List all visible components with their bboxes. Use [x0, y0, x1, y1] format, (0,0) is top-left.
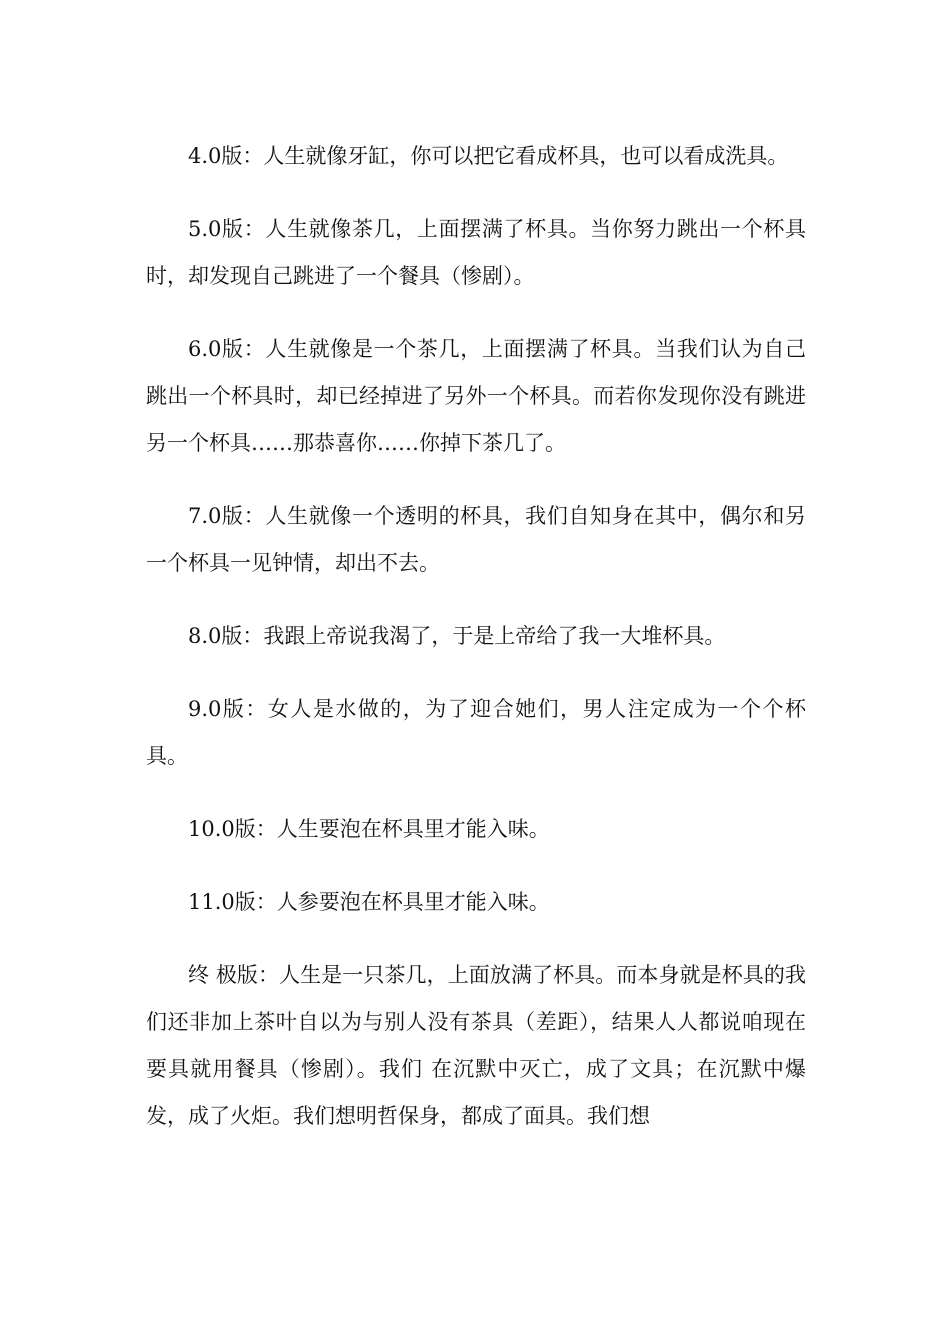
- paragraph-version-9: 9.0版：女人是水做的，为了迎合她们，男人注定成为一个个杯具。: [146, 697, 806, 768]
- paragraph-version-5: 5.0版：人生就像茶几，上面摆满了杯具。当你努力跳出一个杯具时，却发现自己跳进了一个餐具（惨剧）。: [146, 217, 806, 288]
- paragraph-version-4: 4.0版：人生就像牙缸，你可以把它看成杯具，也可以看成洗具。: [188, 144, 789, 168]
- paragraph-version-11: 11.0版：人参要泡在杯具里才能入味。: [188, 890, 550, 914]
- paragraph-version-8: 8.0版：我跟上帝说我渴了，于是上帝给了我一大堆杯具。: [188, 624, 726, 648]
- document-body: [146, 133, 806, 1166]
- paragraph-ultimate-version: 终 极版：人生是一只茶几，上面放满了杯具。而本身就是杯具的我们还非加上茶叶自以为与别人没有茶具（差距），结果人人都说咱现在要具就用餐具（惨剧）。我们 在沉默中灭亡，成了文具；在沉默中爆发，成了火炬。我们想明哲保身，都成了面具。我们想: [146, 963, 806, 1128]
- paragraph-version-10: 10.0版：人生要泡在杯具里才能入味。: [188, 817, 550, 841]
- paragraph-version-6: 6.0版：人生就像是一个茶几，上面摆满了杯具。当我们认为自己跳出一个杯具时，却已经掉进了另外一个杯具。而若你发现你没有跳进另一个杯具……那恭喜你……你掉下茶几了。: [146, 337, 806, 455]
- paragraph-version-7: 7.0版：人生就像一个透明的杯具，我们自知身在其中，偶尔和另一个杯具一见钟情，却出不去。: [146, 504, 806, 575]
